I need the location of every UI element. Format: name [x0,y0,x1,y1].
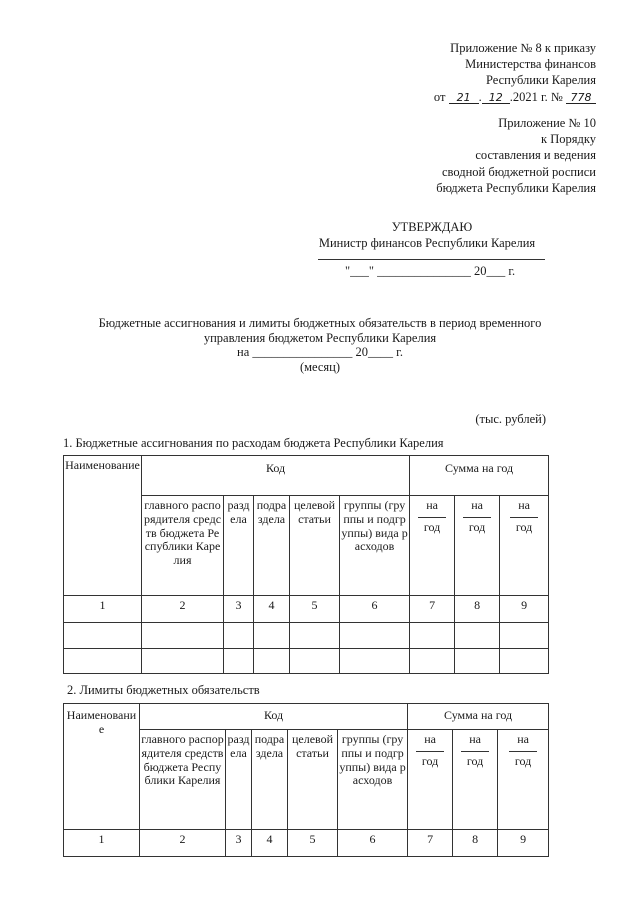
header-code: Код [140,704,408,730]
subheader-target-article: целевой статьи [288,730,338,830]
approval-title: УТВЕРЖДАЮ [391,220,473,234]
appendix-10-line2: к Порядку [541,132,596,147]
appendix-8-line1: Приложение № 8 к приказу [450,41,596,55]
date-separator: . [478,89,482,104]
col-number: 6 [340,596,410,623]
title-line1: Бюджетные ассигнования и лимиты бюджетных обязательств в период временного [98,316,542,330]
col-number: 4 [252,830,288,857]
col-number: 7 [410,596,455,623]
handwritten-day: 21 [449,92,479,104]
approval-block [312,219,552,251]
col-number: 7 [408,830,453,857]
section1-title: 1. Бюджетные ассигнования по расходам бюджета Республики Карелия [63,436,444,450]
subheader-year-2: на год [455,496,500,596]
subheader-subsection: подраздела [252,730,288,830]
subheader-year-3: на год [500,496,549,596]
col-number: 8 [455,596,500,623]
subheader-year-3: на год [498,730,549,830]
table-budget-allocations [63,455,549,674]
title-line2: управления бюджетом Республики Карелия [203,330,437,345]
col-number: 9 [500,596,549,623]
date-year-suffix: .2021 г. № [509,89,563,104]
appendix-10-block [436,115,596,196]
appendix-10-line1: Приложение № 10 [498,116,596,130]
table-row-numbers [64,596,549,623]
section2-title: 2. Лимиты бюджетных обязательств [67,683,260,697]
table-row [64,649,549,674]
appendix-10-line3: составления и ведения [475,148,596,163]
col-number: 5 [288,830,338,857]
subheader-expense-groups: группы (группы и подгруппы) вида расходов [338,730,408,830]
subheader-section: раздела [224,496,254,596]
table-row [64,623,549,649]
header-name: Наименование [64,704,140,830]
col-number: 4 [254,596,290,623]
header-sum: Сумма на год [408,704,549,730]
table-header-row [64,456,549,496]
header-sum: Сумма на год [410,456,549,496]
subheader-section: раздела [226,730,252,830]
appendix-8-block [434,40,596,105]
table-header-row [64,704,549,730]
table-row-numbers [64,830,549,857]
title-period-line: на ________________ 20____ г. [237,345,403,359]
subheader-target-article: целевой статьи [290,496,340,596]
col-number: 3 [226,830,252,857]
header-name: Наименование [64,456,142,596]
col-number: 9 [498,830,549,857]
subheader-year-1: на год [410,496,455,596]
approval-position: Министр финансов Республики Карелия [318,236,536,250]
title-month-caption: (месяц) [299,359,341,374]
table-obligation-limits [63,703,549,857]
col-number: 8 [453,830,498,857]
document-title [40,316,600,374]
handwritten-month: 12 [482,92,510,104]
approval-date-line: "___" _______________ 20___ г. [345,264,516,278]
header-code: Код [142,456,410,496]
subheader-main-manager: главного распорядителя средств бюджета Республики Карелия [142,496,224,596]
subheader-expense-groups: группы (группы и подгруппы) вида расходов [340,496,410,596]
appendix-10-line4: сводной бюджетной росписи [441,164,596,179]
col-number: 1 [64,596,142,623]
col-number: 1 [64,830,140,857]
col-number: 2 [140,830,226,857]
appendix-8-line2: Министерства финансов [465,57,596,72]
units-label: (тыс. рублей) [475,412,546,426]
subheader-subsection: подраздела [254,496,290,596]
subheader-year-2: на год [453,730,498,830]
appendix-10-line5: бюджета Республики Карелия [436,180,596,195]
subheader-year-1: на год [408,730,453,830]
appendix-8-date-line [434,89,596,105]
handwritten-number: 778 [566,92,596,104]
subheader-main-manager: главного распорядителя средств бюджета Республики Карелия [140,730,226,830]
col-number: 3 [224,596,254,623]
col-number: 6 [338,830,408,857]
col-number: 2 [142,596,224,623]
col-number: 5 [290,596,340,623]
appendix-8-line3: Республики Карелия [485,73,596,88]
signature-line [318,259,545,260]
date-prefix: от [433,89,446,104]
